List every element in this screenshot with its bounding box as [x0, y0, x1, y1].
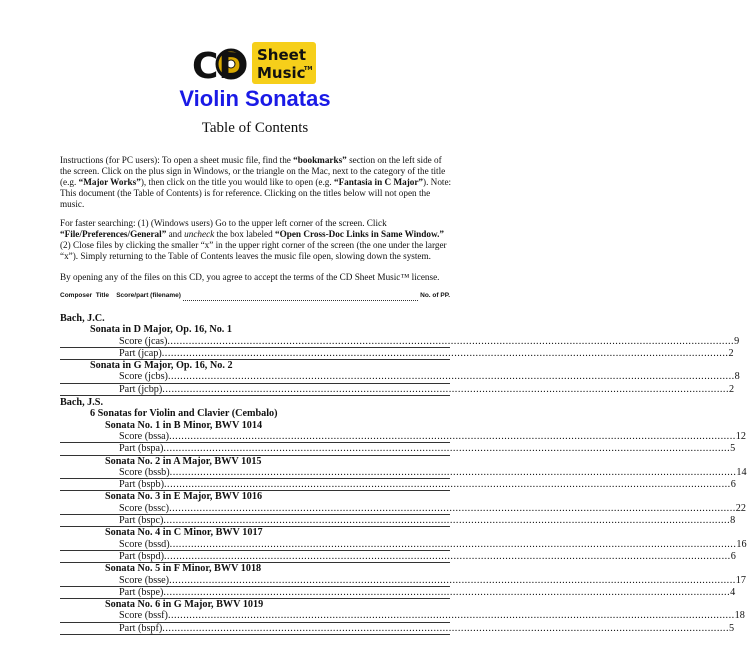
- column-header-right: No. of PP.: [420, 292, 450, 299]
- entry-pages: 2: [728, 347, 734, 359]
- work-title[interactable]: Sonata in D Major, Op. 16, No. 1: [90, 324, 232, 336]
- toc-entry[interactable]: Score (bssa) .......................................................................................................................................................................................... 12: [60, 431, 450, 443]
- toc-entry[interactable]: Part (bspc) .......................................................................................................................................................................................... 8: [60, 515, 450, 527]
- entry-pages: 5: [729, 622, 735, 634]
- entry-label: Score (bssa): [119, 430, 170, 442]
- entry-label: Part (bspe): [119, 586, 164, 598]
- toc-entry[interactable]: Score (bssf) .......................................................................................................................................................................................... 18: [60, 610, 450, 622]
- entry-label: Score (jcbs): [119, 371, 168, 383]
- cd-sheet-music-logo: [190, 38, 320, 88]
- toc-entry[interactable]: Score (jcas) .......................................................................................................................................................................................... 9: [60, 336, 450, 348]
- entry-label: Part (bspc): [119, 515, 164, 527]
- entry-pages: 9: [734, 335, 740, 347]
- entry-pages: 12: [735, 430, 746, 442]
- instructions-paragraph: Instructions (for PC users): To open a sheet music file, find the “bookmarks” section on the left side of the screen. Click on the plus sign in Windows, or the triangle on the Mac, next to the category of the title (e.g. “Major Works”), then click on the title you would like to open (e.g. “Fantasia in C Major”). Note: This document (the Table of Contents) is for reference. Clicking on the titles below will not open the music.: [60, 155, 452, 209]
- toc-entry[interactable]: Part (bspd) .......................................................................................................................................................................................... 6: [60, 551, 450, 563]
- toc-entry[interactable]: Score (bsse) .......................................................................................................................................................................................... 17: [60, 575, 450, 587]
- table-of-contents: [60, 312, 747, 635]
- entry-pages: 6: [730, 479, 736, 491]
- entry-label: Part (jcbp): [119, 383, 163, 395]
- toc-entry[interactable]: Part (bspb) .......................................................................................................................................................................................... 6: [60, 479, 450, 491]
- sonata-title[interactable]: Sonata No. 5 in F Minor, BWV 1018: [105, 563, 262, 575]
- entry-pages: 18: [734, 610, 745, 622]
- entry-label: Part (bspd): [119, 550, 164, 562]
- page-subtitle: Table of Contents: [201, 120, 309, 136]
- logo-cd-text: CD: [192, 46, 249, 87]
- entry-label: Score (bssd): [119, 538, 170, 550]
- sonata-title[interactable]: Sonata No. 3 in E Major, BWV 1016: [105, 491, 263, 503]
- entry-pages: 14: [736, 466, 747, 478]
- entry-pages: 22: [735, 502, 746, 514]
- license-paragraph: By opening any of the files on this CD, you agree to accept the terms of the CD Sheet Music™ license.: [60, 272, 440, 282]
- sonata-title[interactable]: Sonata No. 2 in A Major, BWV 1015: [105, 455, 262, 467]
- toc-entry[interactable]: Score (bssc) .......................................................................................................................................................................................... 22: [60, 503, 450, 515]
- entry-pages: 2: [729, 383, 735, 395]
- composer-heading: Bach, J.C.: [60, 313, 105, 324]
- composer-heading: Bach, J.S.: [60, 397, 104, 409]
- logo-line1: Sheet: [257, 46, 306, 64]
- column-header: [60, 292, 450, 304]
- toc-entry[interactable]: Score (bssb) .......................................................................................................................................................................................... 14: [60, 467, 450, 479]
- toc-entry[interactable]: Part (bspa) .......................................................................................................................................................................................... 5: [60, 443, 450, 455]
- entry-label: Part (bspf): [119, 622, 163, 634]
- toc-entry[interactable]: Score (jcbs) .......................................................................................................................................................................................... 8: [60, 371, 450, 383]
- entry-label: Score (bssf): [119, 610, 168, 622]
- sonata-title[interactable]: Sonata No. 1 in B Minor, BWV 1014: [105, 419, 263, 431]
- toc-entry[interactable]: Part (bspf) .......................................................................................................................................................................................... 5: [60, 623, 450, 635]
- entry-pages: 5: [730, 443, 736, 455]
- entry-pages: 16: [736, 538, 747, 550]
- entry-label: Part (bspa): [119, 443, 164, 455]
- logo-line2: Music: [257, 64, 306, 82]
- column-header-left: Composer Title Score/part (filename): [60, 292, 181, 299]
- entry-label: Part (bspb): [119, 479, 164, 491]
- entry-label: Score (jcas): [119, 335, 168, 347]
- toc-entry[interactable]: Part (jcbp) .......................................................................................................................................................................................... 2: [60, 384, 450, 396]
- entry-label: Score (bssb): [119, 466, 170, 478]
- entry-pages: 6: [730, 550, 736, 562]
- entry-label: Score (bsse): [119, 574, 170, 586]
- faster-searching-paragraph: For faster searching: (1) (Windows users) Go to the upper left corner of the screen. Click “File/Preferences/General” and uncheck the box labeled “Open Cross-Doc Links in Same Window.” (2) Close files by clicking the smaller “x” in the upper right corner of the screen (the one under the larger “x”). Simply returning to the Table of Contents leaves the music file open, slowing down the system.: [60, 218, 447, 261]
- page-title: Violin Sonatas: [179, 86, 331, 111]
- entry-label: Score (bssc): [119, 502, 170, 514]
- entry-pages: 8: [734, 371, 740, 383]
- toc-entry[interactable]: Part (bspe) .......................................................................................................................................................................................... 4: [60, 587, 450, 599]
- work-title[interactable]: Sonata in G Major, Op. 16, No. 2: [90, 360, 233, 372]
- entry-pages: 17: [735, 574, 746, 586]
- sonata-title[interactable]: Sonata No. 4 in C Minor, BWV 1017: [105, 527, 263, 539]
- sonata-title[interactable]: Sonata No. 6 in G Major, BWV 1019: [105, 599, 264, 611]
- entry-label: Part (jcap): [119, 347, 162, 359]
- work-title: 6 Sonatas for Violin and Clavier (Cembalo): [90, 408, 278, 420]
- toc-entry[interactable]: Score (bssd) .......................................................................................................................................................................................... 16: [60, 539, 450, 551]
- entry-pages: 8: [730, 515, 736, 527]
- logo-tm: TM: [304, 66, 313, 72]
- toc-entry[interactable]: Part (jcap) .......................................................................................................................................................................................... 2: [60, 348, 450, 360]
- entry-pages: 4: [730, 586, 736, 598]
